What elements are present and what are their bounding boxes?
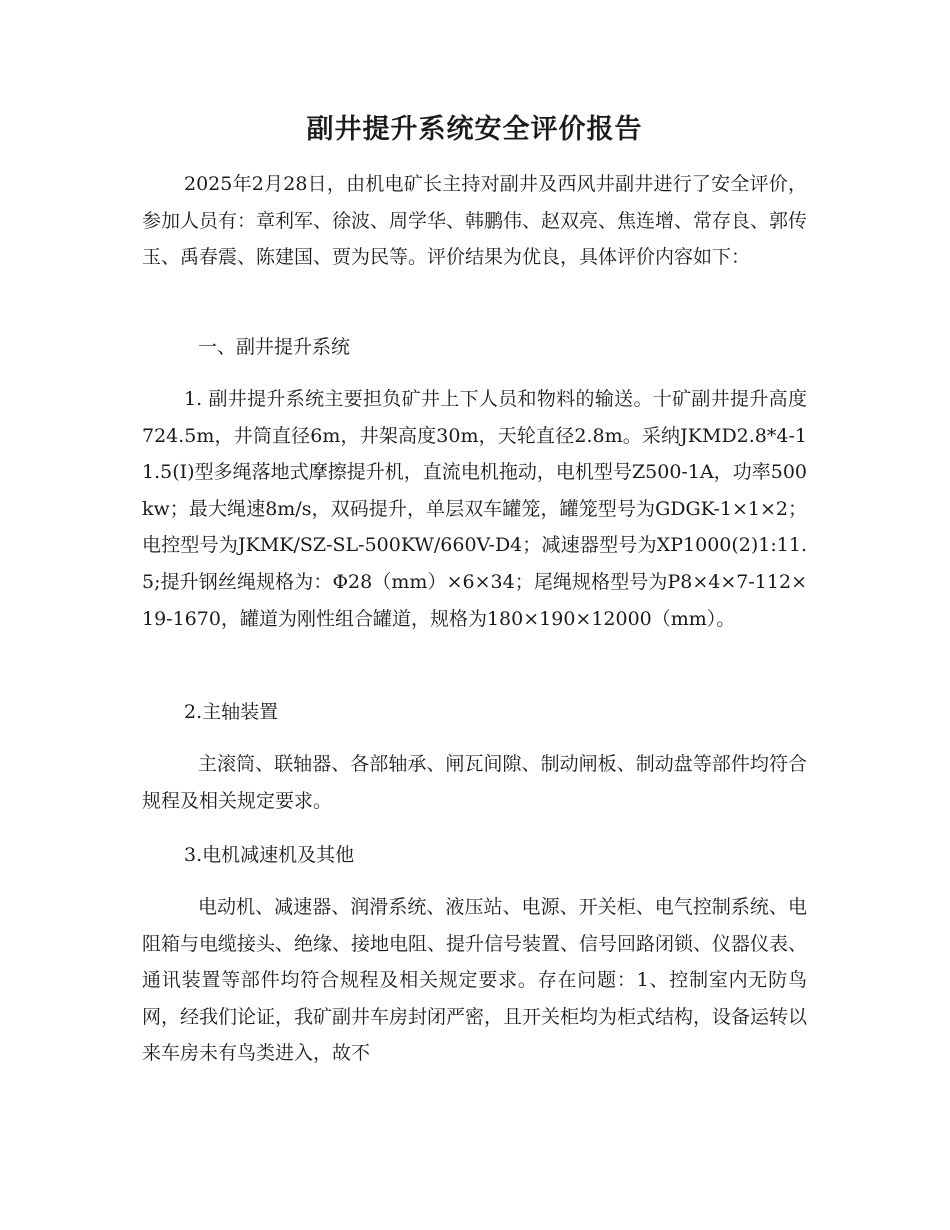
document-title: 副井提升系统安全评价报告 [306,114,643,145]
intro-paragraph: 2025年2月28日，由机电矿长主持对副井及西风井副井进行了安全评价，参加人员有：章利军、徐波、周学华、韩鹏伟、赵双亮、焦连增、常存良、郭传玉、禹春震、陈建国、贾为民等。评价结果为优良，具体评价内容如下： [142,173,808,269]
item3-heading: 3.电机减速机及其他 [184,844,355,866]
item1-paragraph: 1. 副井提升系统主要担负矿井上下人员和物料的输送。十矿副井提升高度724.5m，井筒直径6m，井架高度30m，天轮直径2.8m。采纳JKMD2.8*4-11.5(Ⅰ)型多绳落地式摩擦提升机，直流电机拖动，电机型号Z500-1A，功率500kw；最大绳速8m/s，双码提升，单层双车罐笼，罐笼型号为GDGK-1×1×2；电控型号为JKMK/SZ-SL-500KW/660V-D4；减速器型号为XP1000(2)1:11.5;提升钢丝绳规格为：Φ28（mm）×6×34；尾绳规格型号为P8×4×7-112×19-1670，罐道为刚性组合罐道，规格为180×190×12000（mm）。 [142,388,807,630]
item2-paragraph: 主滚筒、联轴器、各部轴承、闸瓦间隙、制动闸板、制动盘等部件均符合规程及相关规定要求。 [142,753,807,812]
item3-paragraph: 电动机、减速器、润滑系统、液压站、电源、开关柜、电气控制系统、电阻箱与电缆接头、绝缘、接地电阻、提升信号装置、信号回路闭锁、仪器仪表、通讯装置等部件均符合规程及相关规定要求。存在问题：1、控制室内无防鸟网，经我们论证，我矿副井车房封闭严密，且开关柜均为柜式结构，设备运转以来车房未有鸟类进入，故不 [142,896,808,1065]
section-heading-hoisting-system: 一、副井提升系统 [198,336,351,358]
item2-heading: 2.主轴装置 [184,701,279,723]
